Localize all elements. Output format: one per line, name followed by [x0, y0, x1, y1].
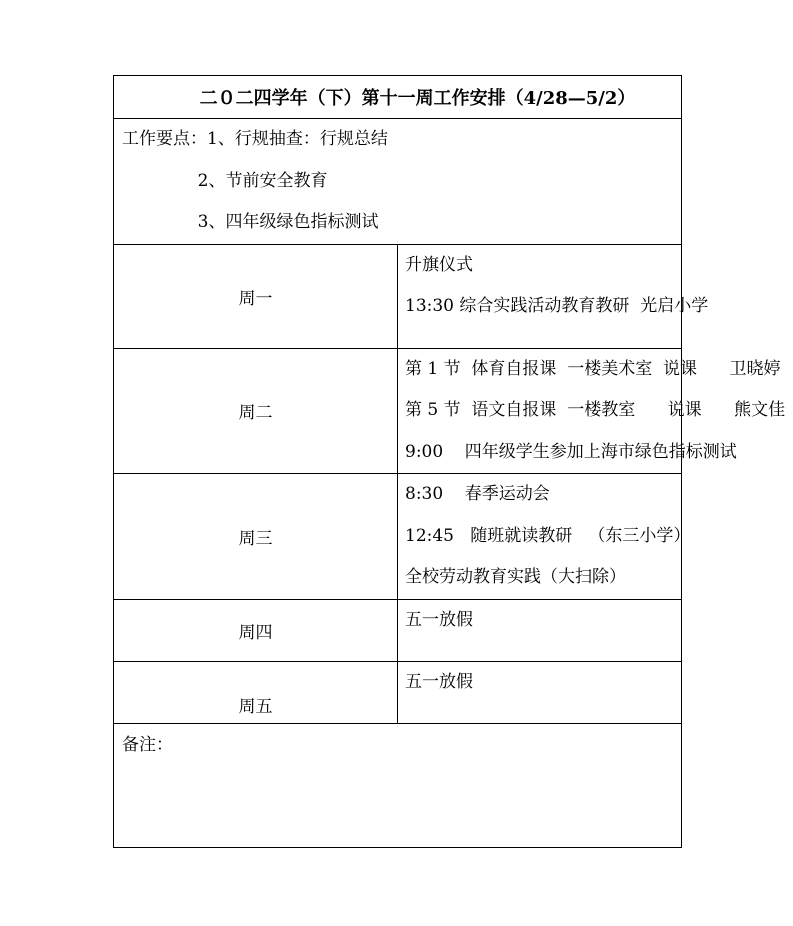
day-label-wednesday: 周三 [114, 474, 398, 600]
schedule-item: 第 1 节 体育自报课 一楼美术室 说课 卫晓婷 [405, 358, 781, 379]
notes-row [114, 723, 682, 847]
tuesday-content [398, 348, 786, 474]
tuesday-row [114, 348, 682, 474]
work-point-3: 3、四年级绿色指标测试 [122, 212, 379, 232]
wednesday-row [114, 474, 682, 600]
schedule-item: 第 5 节 语文自报课 一楼教室 说课 熊文佳 [405, 400, 786, 420]
work-point-2: 2、节前安全教育 [122, 170, 328, 191]
schedule-item: 8:30 春季运动会 [405, 484, 550, 504]
schedule-item: 升旗仪式 [405, 254, 473, 275]
schedule-item: 五一放假 [405, 671, 473, 692]
work-points-row [114, 119, 682, 245]
schedule-item: 12:45 随班就读教研 （东三小学） [405, 525, 691, 546]
day-label-monday: 周一 [114, 244, 398, 348]
schedule-item: 五一放假 [405, 609, 473, 630]
notes-cell [114, 723, 682, 847]
thursday-row [114, 599, 682, 661]
friday-row [114, 661, 682, 723]
work-points-cell [114, 119, 682, 245]
schedule-item: 9:00 四年级学生参加上海市绿色指标测试 [405, 441, 737, 462]
schedule-item: 全校劳动教育实践（大扫除） [405, 567, 626, 587]
friday-content [398, 661, 682, 723]
day-label-thursday: 周四 [114, 599, 398, 661]
thursday-content [398, 599, 682, 661]
schedule-title: 二０二四学年（下）第十一周工作安排（4/28—5/2） [114, 76, 682, 119]
day-label-tuesday: 周二 [114, 348, 398, 474]
title-row [114, 76, 682, 119]
monday-content [398, 244, 709, 348]
work-point-1: 工作要点：1、行规抽查：行规总结 [122, 129, 388, 149]
schedule-item: 13:30 综合实践活动教育教研 光启小学 [405, 296, 709, 316]
notes-label: 备注： [122, 734, 173, 755]
wednesday-content [398, 474, 691, 600]
schedule-sheet [113, 75, 786, 848]
weekly-schedule-table [113, 75, 786, 848]
monday-row [114, 244, 682, 348]
day-label-friday: 周五 [114, 661, 398, 723]
